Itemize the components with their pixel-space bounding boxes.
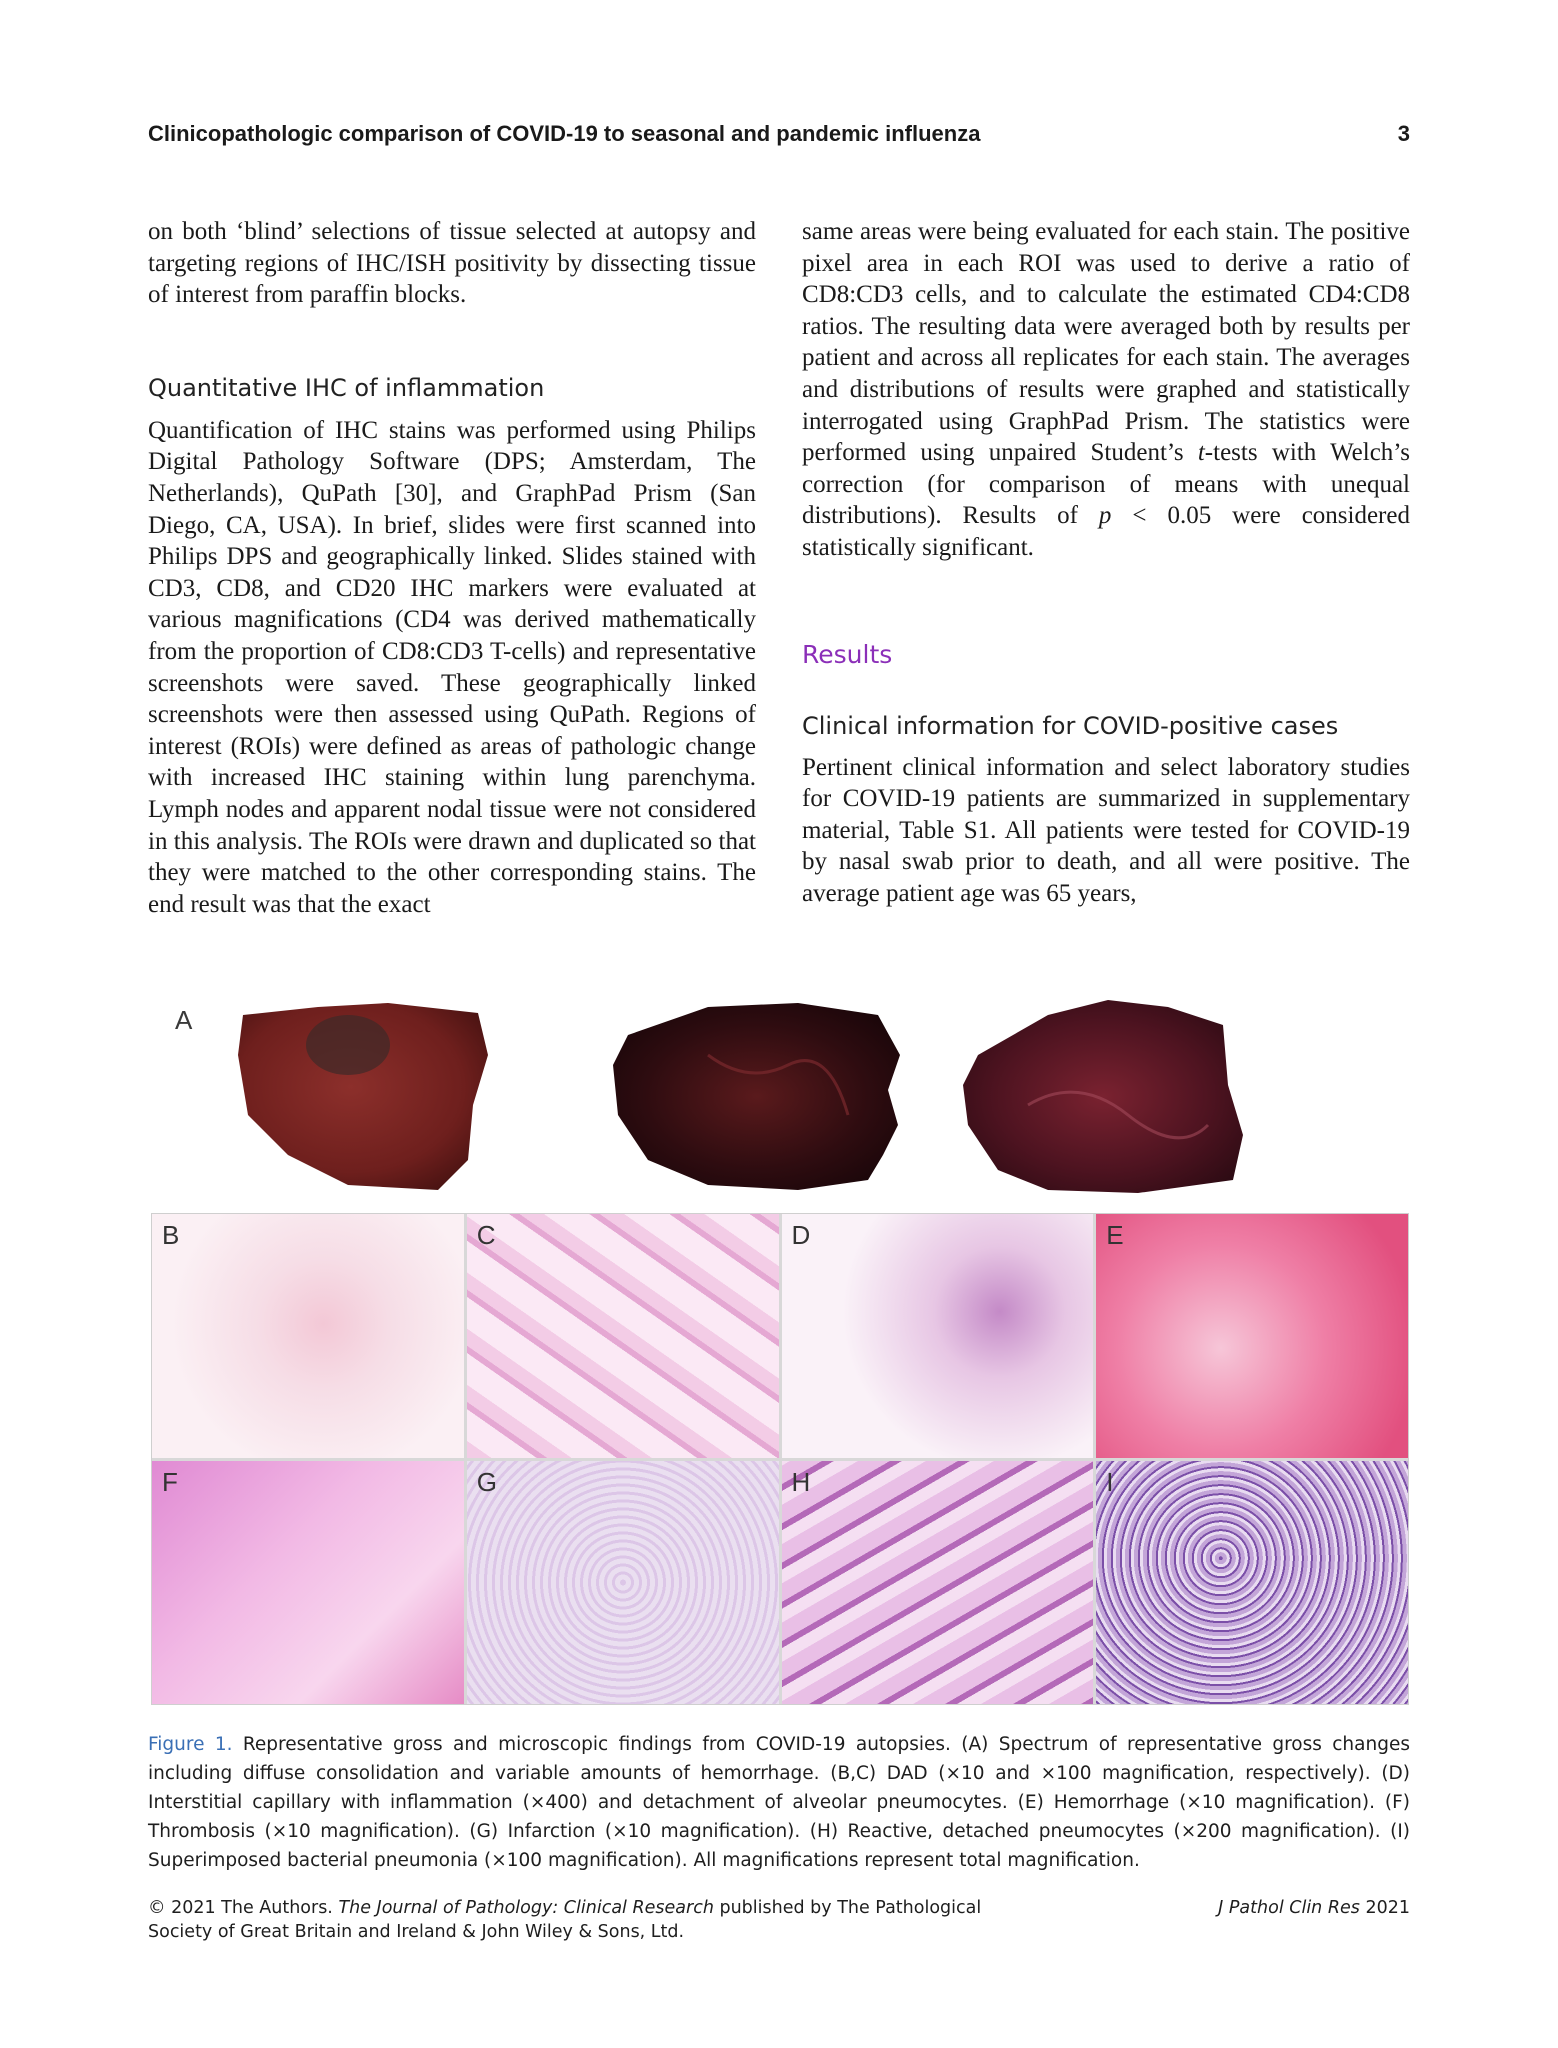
- micrograph-f: [152, 1461, 464, 1705]
- lung-specimen-3: [963, 1000, 1243, 1193]
- micrograph-c: [467, 1214, 779, 1458]
- subheading-quantitative-ihc: Quantitative IHC of inflammation: [148, 373, 545, 402]
- panel-label-d: D: [791, 1220, 811, 1250]
- panel-label-b: B: [162, 1220, 180, 1250]
- figure-caption-text: Representative gross and microscopic findings from COVID-19 autopsies. (A) Spectrum of representative gross changes including diffuse consolidation and variable amounts of hemorrhage. (B,C) DAD (×10 and ×100 magnification, respectively). (D) Interstitial capillary with inflammation (×400) and detachment of alveolar pneumocytes. (E) Hemorrhage (×10 magnification). (F) Thrombosis (×10 magnification). (G) Infarction (×10 magnification). (H) Reactive, detached pneumocytes (×200 magnification). (I) Superimposed bacterial pneumonia (×100 magnification). All magnifications represent total magnification.: [148, 1734, 1410, 1871]
- panel-label-c: C: [476, 1220, 496, 1250]
- figure-caption-label: Figure 1.: [148, 1734, 233, 1755]
- page-footer: [148, 1896, 1410, 1944]
- panel-label-h: H: [791, 1466, 811, 1497]
- running-title: Clinicopathologic comparison of COVID-19 to seasonal and pandemic influenza: [148, 121, 981, 146]
- left-intro-paragraph: on both ‘blind’ selections of tissue selected at autopsy and targeting regions of IHC/ISH positivity by dissecting tissue of interest from paraffin blocks.: [148, 218, 756, 309]
- micrograph-b: [152, 1214, 464, 1458]
- section-heading-results: Results: [802, 639, 893, 669]
- right-column: [802, 216, 1410, 910]
- panel-label-f: F: [162, 1466, 178, 1497]
- panel-label-e: E: [1106, 1220, 1124, 1250]
- right-body-paragraph-2: Pertinent clinical information and select laboratory studies for COVID-19 patients are summarized in supplementary material, Table S1. All patients were tested for COVID-19 by nasal swab prior to death, and all were positive. The average patient age was 65 years,: [802, 753, 1410, 907]
- right-body-paragraph: same areas were being evaluated for each stain. The positive pixel area in each ROI was used to derive a ratio of CD8:CD3 cells, and to calculate the estimated CD4:CD8 ratios. The resulting data were averaged both by results per patient and across all replicates for each stain. The averages and distributions of results were graphed and statistically interrogated using GraphPad Prism. The statistics were performed using unpaired Student’s t-tests with Welch’s correction (for comparison of means with unequal distributions). Results of p < 0.05 were considered statistically significant.: [802, 218, 1410, 561]
- figure-panel-a: [148, 995, 1410, 1210]
- lung-specimen-2: [613, 1003, 900, 1190]
- left-body-paragraph: Quantification of IHC stains was performed using Philips Digital Pathology Software (DPS; Amsterdam, The Netherlands), QuPath [30], and GraphPad Prism (San Diego, CA, USA). In brief, slides were first scanned into Philips DPS and geographically linked. Slides stained with CD3, CD8, and CD20 IHC markers were evaluated at various magnifications (CD4 was derived mathematically from the proportion of CD8:CD3 T-cells) and representative screenshots were saved. These geographically linked screenshots were then assessed using QuPath. Regions of interest (ROIs) were defined as areas of pathologic change with increased IHC staining within lung parenchyma. Lymph nodes and apparent nodal tissue were not considered in this analysis. The ROIs were drawn and duplicated so that they were matched to the other corresponding stains. The end result was that the exact: [148, 416, 756, 918]
- micrograph-d: [782, 1214, 1094, 1458]
- micrograph-grid: [151, 1213, 1409, 1705]
- micrograph-h: [782, 1461, 1094, 1705]
- micrograph-e: [1096, 1214, 1408, 1458]
- gross-specimens-image: [148, 995, 1410, 1210]
- left-column: [148, 216, 756, 920]
- micrograph-g: [467, 1461, 779, 1705]
- page-number: 3: [1397, 121, 1410, 146]
- copyright-notice: © 2021 The Authors. The Journal of Pathology: Clinical Research published by The Pathological Society of Great Britain and Ireland & John Wiley & Sons, Ltd.: [148, 1898, 982, 1942]
- figure-caption: [148, 1730, 1410, 1875]
- panel-label-i: I: [1106, 1466, 1114, 1497]
- footer-citation: J Pathol Clin Res 2021: [1218, 1898, 1410, 1918]
- running-head: [148, 118, 1410, 150]
- micrograph-i: [1096, 1461, 1408, 1705]
- panel-label-g: G: [476, 1466, 497, 1497]
- subheading-clinical-information: Clinical information for COVID-positive cases: [802, 711, 1339, 740]
- panel-label-a: A: [175, 1005, 193, 1035]
